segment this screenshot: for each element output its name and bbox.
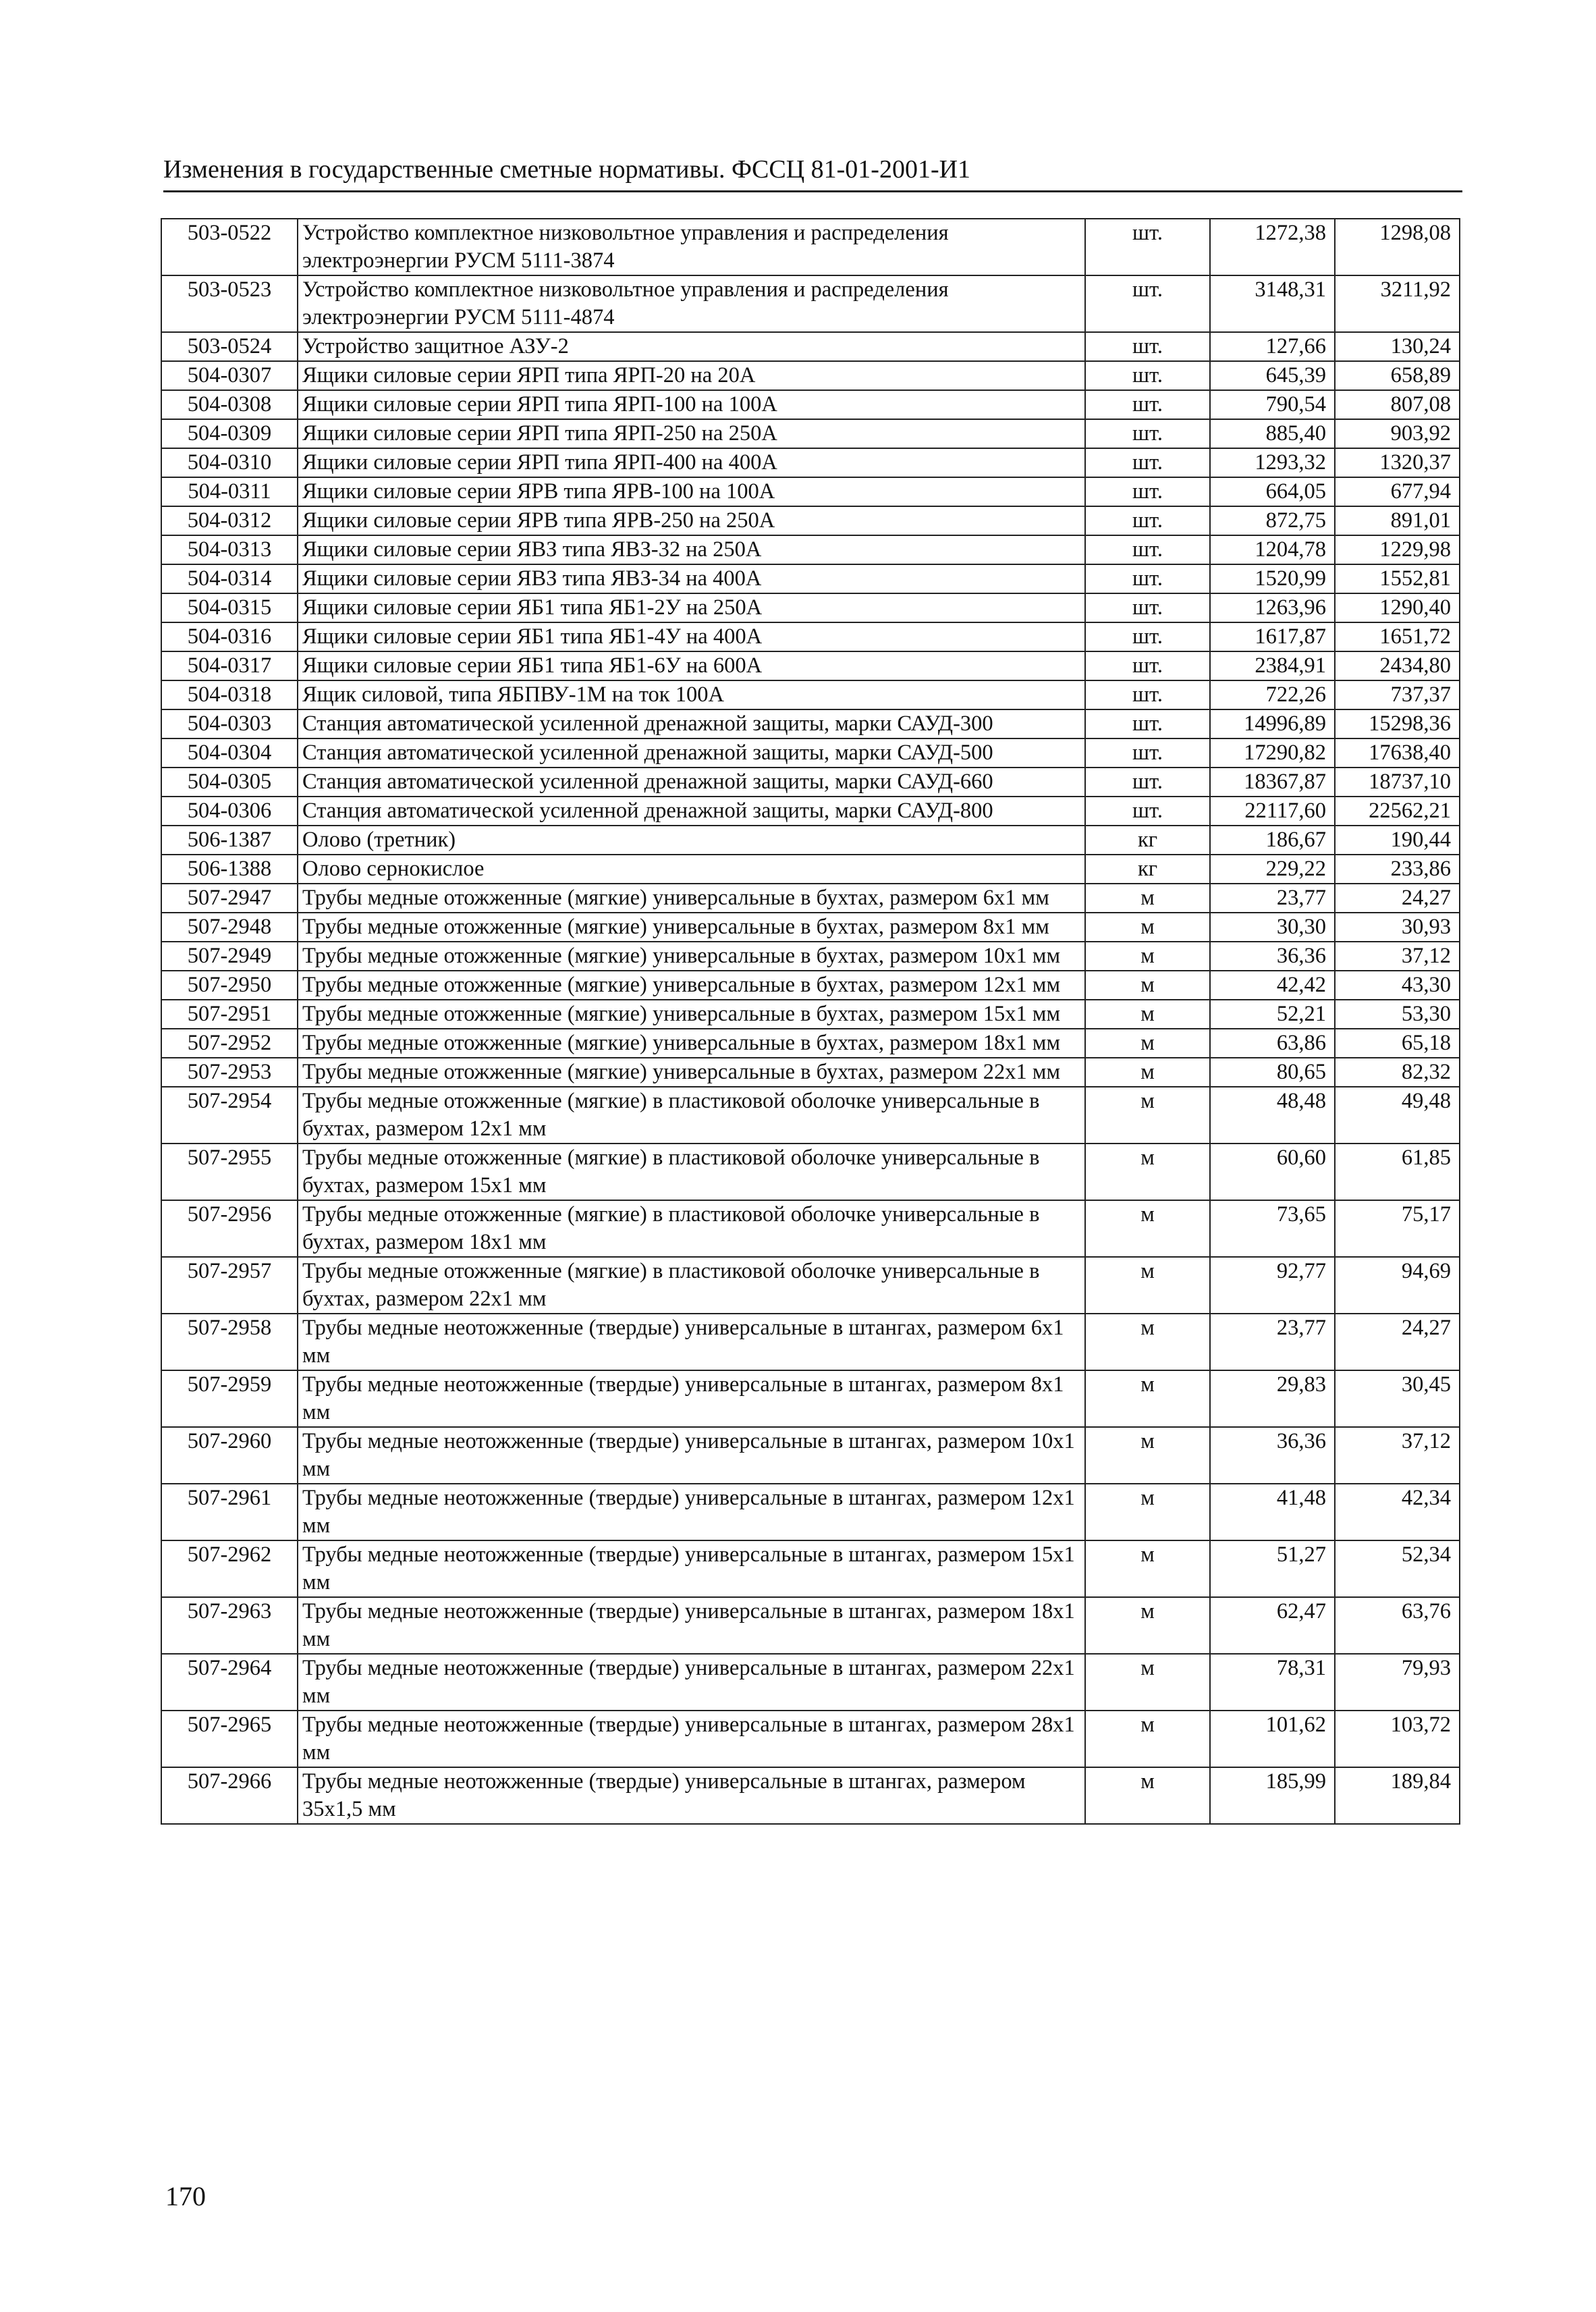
table-row [161,1058,1460,1087]
item-price-2: 43,30 [1335,971,1460,1000]
item-price-2: 103,72 [1335,1711,1460,1767]
table-row [161,1427,1460,1484]
item-code: 507-2959 [161,1370,298,1427]
item-description: Трубы медные неотожженные (твердые) универсальные в штангах, размером 22x1 мм [298,1654,1085,1711]
item-price-1: 29,83 [1210,1370,1335,1427]
item-unit: м [1085,1370,1210,1427]
item-code: 504-0315 [161,593,298,622]
table-row [161,1540,1460,1597]
item-code: 503-0524 [161,332,298,361]
item-unit: м [1085,1597,1210,1654]
item-unit: шт. [1085,419,1210,448]
item-description: Трубы медные отожженные (мягкие) универсальные в бухтах, размером 10x1 мм [298,942,1085,971]
item-unit: м [1085,1314,1210,1370]
item-price-2: 233,86 [1335,855,1460,884]
item-code: 507-2947 [161,884,298,913]
item-code: 504-0305 [161,768,298,797]
item-price-1: 62,47 [1210,1597,1335,1654]
price-table-body [161,219,1460,1824]
item-description: Станция автоматической усиленной дренажной защиты, марки САУД-660 [298,768,1085,797]
item-unit: шт. [1085,275,1210,332]
table-row [161,1370,1460,1427]
item-description: Олово (третник) [298,826,1085,855]
item-price-1: 872,75 [1210,506,1335,535]
item-code: 504-0316 [161,622,298,651]
item-price-2: 189,84 [1335,1767,1460,1824]
table-row [161,1029,1460,1058]
item-price-2: 3211,92 [1335,275,1460,332]
item-unit: м [1085,1654,1210,1711]
item-code: 507-2963 [161,1597,298,1654]
item-unit: м [1085,1000,1210,1029]
table-row [161,275,1460,332]
item-price-2: 807,08 [1335,390,1460,419]
item-price-2: 737,37 [1335,680,1460,709]
item-price-1: 1272,38 [1210,219,1335,275]
item-unit: шт. [1085,622,1210,651]
table-row [161,709,1460,738]
item-code: 503-0522 [161,219,298,275]
table-row [161,768,1460,797]
item-unit: шт. [1085,477,1210,506]
item-price-2: 677,94 [1335,477,1460,506]
table-row [161,1597,1460,1654]
item-unit: шт. [1085,506,1210,535]
item-price-1: 51,27 [1210,1540,1335,1597]
item-code: 504-0307 [161,361,298,390]
item-price-1: 73,65 [1210,1200,1335,1257]
item-price-2: 42,34 [1335,1484,1460,1540]
item-unit: шт. [1085,448,1210,477]
item-price-2: 30,93 [1335,913,1460,942]
item-code: 507-2953 [161,1058,298,1087]
table-row [161,390,1460,419]
item-description: Устройство защитное АЗУ-2 [298,332,1085,361]
table-row [161,477,1460,506]
item-code: 504-0310 [161,448,298,477]
item-price-1: 36,36 [1210,1427,1335,1484]
item-description: Ящики силовые серии ЯРВ типа ЯРВ-100 на 100А [298,477,1085,506]
item-unit: шт. [1085,593,1210,622]
table-row [161,1087,1460,1144]
table-row [161,826,1460,855]
item-unit: м [1085,1711,1210,1767]
item-code: 507-2966 [161,1767,298,1824]
item-description: Станция автоматической усиленной дренажной защиты, марки САУД-800 [298,797,1085,826]
item-price-1: 101,62 [1210,1711,1335,1767]
item-price-1: 17290,82 [1210,738,1335,768]
item-price-1: 42,42 [1210,971,1335,1000]
item-price-2: 24,27 [1335,1314,1460,1370]
item-price-2: 61,85 [1335,1144,1460,1200]
item-description: Трубы медные неотожженные (твердые) универсальные в штангах, размером 28x1 мм [298,1711,1085,1767]
item-unit: м [1085,971,1210,1000]
item-price-1: 63,86 [1210,1029,1335,1058]
item-description: Трубы медные неотожженные (твердые) универсальные в штангах, размером 18x1 мм [298,1597,1085,1654]
item-unit: шт. [1085,219,1210,275]
item-description: Ящики силовые серии ЯРП типа ЯРП-100 на 100А [298,390,1085,419]
item-code: 507-2965 [161,1711,298,1767]
item-unit: шт. [1085,390,1210,419]
item-price-2: 49,48 [1335,1087,1460,1144]
item-unit: шт. [1085,564,1210,593]
table-row [161,651,1460,680]
item-price-1: 30,30 [1210,913,1335,942]
item-code: 504-0312 [161,506,298,535]
item-price-2: 82,32 [1335,1058,1460,1087]
item-price-2: 1229,98 [1335,535,1460,564]
item-description: Ящики силовые серии ЯБ1 типа ЯБ1-4У на 400А [298,622,1085,651]
item-description: Трубы медные неотожженные (твердые) универсальные в штангах, размером 15x1 мм [298,1540,1085,1597]
item-unit: шт. [1085,680,1210,709]
item-code: 504-0311 [161,477,298,506]
item-description: Олово сернокислое [298,855,1085,884]
item-description: Трубы медные отожженные (мягкие) универсальные в бухтах, размером 15x1 мм [298,1000,1085,1029]
item-unit: м [1085,1257,1210,1314]
item-price-1: 722,26 [1210,680,1335,709]
item-description: Трубы медные неотожженные (твердые) универсальные в штангах, размером 35x1,5 мм [298,1767,1085,1824]
item-code: 504-0314 [161,564,298,593]
item-price-1: 1204,78 [1210,535,1335,564]
item-price-1: 1293,32 [1210,448,1335,477]
item-code: 504-0317 [161,651,298,680]
table-row [161,1314,1460,1370]
item-unit: м [1085,1144,1210,1200]
item-price-1: 23,77 [1210,884,1335,913]
item-code: 504-0318 [161,680,298,709]
item-unit: м [1085,913,1210,942]
item-description: Ящики силовые серии ЯВЗ типа ЯВЗ-32 на 250А [298,535,1085,564]
table-row [161,1257,1460,1314]
table-row [161,361,1460,390]
table-row [161,448,1460,477]
item-price-2: 37,12 [1335,942,1460,971]
item-description: Ящики силовые серии ЯВЗ типа ЯВЗ-34 на 400А [298,564,1085,593]
table-row [161,332,1460,361]
item-price-1: 41,48 [1210,1484,1335,1540]
table-row [161,1144,1460,1200]
table-row [161,1711,1460,1767]
table-row [161,564,1460,593]
item-description: Ящики силовые серии ЯРП типа ЯРП-20 на 20А [298,361,1085,390]
table-row [161,1484,1460,1540]
table-row [161,1654,1460,1711]
item-price-1: 92,77 [1210,1257,1335,1314]
item-description: Трубы медные отожженные (мягкие) в пластиковой оболочке универсальные в бухтах, размером 22x1 мм [298,1257,1085,1314]
item-unit: м [1085,1029,1210,1058]
table-row [161,1200,1460,1257]
item-unit: м [1085,1200,1210,1257]
item-code: 507-2950 [161,971,298,1000]
item-unit: м [1085,1087,1210,1144]
item-description: Станция автоматической усиленной дренажной защиты, марки САУД-300 [298,709,1085,738]
item-unit: шт. [1085,738,1210,768]
item-unit: м [1085,1484,1210,1540]
item-price-2: 658,89 [1335,361,1460,390]
item-price-2: 15298,36 [1335,709,1460,738]
item-code: 507-2952 [161,1029,298,1058]
item-code: 507-2961 [161,1484,298,1540]
item-price-2: 2434,80 [1335,651,1460,680]
table-row [161,506,1460,535]
item-price-1: 1617,87 [1210,622,1335,651]
item-unit: шт. [1085,361,1210,390]
item-description: Ящики силовые серии ЯРП типа ЯРП-400 на 400А [298,448,1085,477]
item-unit: шт. [1085,535,1210,564]
item-price-2: 24,27 [1335,884,1460,913]
item-price-1: 185,99 [1210,1767,1335,1824]
item-price-1: 36,36 [1210,942,1335,971]
item-price-1: 229,22 [1210,855,1335,884]
item-unit: м [1085,884,1210,913]
item-price-2: 65,18 [1335,1029,1460,1058]
item-price-2: 891,01 [1335,506,1460,535]
table-row [161,855,1460,884]
item-unit: м [1085,1540,1210,1597]
item-description: Ящик силовой, типа ЯБПВУ-1М на ток 100А [298,680,1085,709]
item-code: 507-2948 [161,913,298,942]
item-price-1: 80,65 [1210,1058,1335,1087]
item-price-1: 2384,91 [1210,651,1335,680]
item-price-2: 79,93 [1335,1654,1460,1711]
item-code: 506-1388 [161,855,298,884]
item-code: 507-2956 [161,1200,298,1257]
table-row [161,797,1460,826]
item-price-2: 75,17 [1335,1200,1460,1257]
table-row [161,535,1460,564]
table-row [161,1767,1460,1824]
table-row [161,419,1460,448]
item-price-2: 1320,37 [1335,448,1460,477]
item-price-1: 885,40 [1210,419,1335,448]
table-row [161,884,1460,913]
item-unit: шт. [1085,768,1210,797]
item-price-1: 22117,60 [1210,797,1335,826]
item-price-2: 1298,08 [1335,219,1460,275]
page-header: Изменения в государственные сметные нормативы. ФССЦ 81-01-2001-И1 [163,154,1462,192]
item-code: 507-2958 [161,1314,298,1370]
item-code: 507-2954 [161,1087,298,1144]
item-price-2: 18737,10 [1335,768,1460,797]
item-code: 507-2960 [161,1427,298,1484]
page-number: 170 [165,2181,206,2211]
item-price-1: 127,66 [1210,332,1335,361]
table-row [161,913,1460,942]
table-row [161,219,1460,275]
item-price-2: 1290,40 [1335,593,1460,622]
item-description: Станция автоматической усиленной дренажной защиты, марки САУД-500 [298,738,1085,768]
item-code: 507-2955 [161,1144,298,1200]
item-unit: шт. [1085,332,1210,361]
price-table [161,218,1460,1825]
item-description: Трубы медные отожженные (мягкие) в пластиковой оболочке универсальные в бухтах, размером 18x1 мм [298,1200,1085,1257]
item-unit: м [1085,1058,1210,1087]
item-price-2: 63,76 [1335,1597,1460,1654]
table-row [161,942,1460,971]
item-description: Трубы медные неотожженные (твердые) универсальные в штангах, размером 6x1 мм [298,1314,1085,1370]
item-description: Ящики силовые серии ЯРВ типа ЯРВ-250 на 250А [298,506,1085,535]
item-code: 507-2964 [161,1654,298,1711]
item-price-2: 130,24 [1335,332,1460,361]
item-description: Трубы медные неотожженные (твердые) универсальные в штангах, размером 8x1 мм [298,1370,1085,1427]
item-price-1: 790,54 [1210,390,1335,419]
item-price-2: 190,44 [1335,826,1460,855]
item-unit: м [1085,1767,1210,1824]
item-code: 504-0303 [161,709,298,738]
item-unit: шт. [1085,651,1210,680]
table-row [161,738,1460,768]
table-row [161,680,1460,709]
item-code: 503-0523 [161,275,298,332]
table-row [161,1000,1460,1029]
table-row [161,971,1460,1000]
item-description: Трубы медные отожженные (мягкие) универсальные в бухтах, размером 6x1 мм [298,884,1085,913]
item-price-2: 53,30 [1335,1000,1460,1029]
item-price-1: 23,77 [1210,1314,1335,1370]
item-price-1: 3148,31 [1210,275,1335,332]
item-code: 506-1387 [161,826,298,855]
item-price-1: 18367,87 [1210,768,1335,797]
item-description: Трубы медные неотожженные (твердые) универсальные в штангах, размером 10x1 мм [298,1427,1085,1484]
item-description: Трубы медные неотожженные (твердые) универсальные в штангах, размером 12x1 мм [298,1484,1085,1540]
item-description: Трубы медные отожженные (мягкие) универсальные в бухтах, размером 12x1 мм [298,971,1085,1000]
item-price-1: 645,39 [1210,361,1335,390]
item-code: 504-0304 [161,738,298,768]
item-unit: кг [1085,826,1210,855]
item-unit: м [1085,1427,1210,1484]
item-price-2: 94,69 [1335,1257,1460,1314]
item-description: Ящики силовые серии ЯРП типа ЯРП-250 на 250А [298,419,1085,448]
item-description: Устройство комплектное низковольтное управления и распределения электроэнергии РУСМ 5111-4874 [298,275,1085,332]
item-price-2: 22562,21 [1335,797,1460,826]
item-price-1: 186,67 [1210,826,1335,855]
item-price-2: 17638,40 [1335,738,1460,768]
item-description: Трубы медные отожженные (мягкие) универсальные в бухтах, размером 18x1 мм [298,1029,1085,1058]
item-price-2: 1651,72 [1335,622,1460,651]
table-row [161,593,1460,622]
item-description: Трубы медные отожженные (мягкие) в пластиковой оболочке универсальные в бухтах, размером 15x1 мм [298,1144,1085,1200]
item-price-2: 37,12 [1335,1427,1460,1484]
item-code: 504-0308 [161,390,298,419]
item-price-2: 1552,81 [1335,564,1460,593]
item-price-2: 52,34 [1335,1540,1460,1597]
item-code: 507-2957 [161,1257,298,1314]
item-price-1: 60,60 [1210,1144,1335,1200]
item-unit: кг [1085,855,1210,884]
item-code: 504-0309 [161,419,298,448]
item-code: 507-2949 [161,942,298,971]
item-unit: шт. [1085,797,1210,826]
item-price-1: 52,21 [1210,1000,1335,1029]
item-price-1: 1520,99 [1210,564,1335,593]
item-unit: шт. [1085,709,1210,738]
table-row [161,622,1460,651]
item-code: 504-0313 [161,535,298,564]
item-unit: м [1085,942,1210,971]
item-code: 507-2962 [161,1540,298,1597]
item-price-1: 14996,89 [1210,709,1335,738]
item-price-2: 903,92 [1335,419,1460,448]
item-price-2: 30,45 [1335,1370,1460,1427]
item-description: Трубы медные отожженные (мягкие) универсальные в бухтах, размером 8x1 мм [298,913,1085,942]
item-description: Трубы медные отожженные (мягкие) в пластиковой оболочке универсальные в бухтах, размером 12x1 мм [298,1087,1085,1144]
item-price-1: 664,05 [1210,477,1335,506]
item-description: Трубы медные отожженные (мягкие) универсальные в бухтах, размером 22x1 мм [298,1058,1085,1087]
item-code: 504-0306 [161,797,298,826]
item-price-1: 1263,96 [1210,593,1335,622]
item-description: Устройство комплектное низковольтное управления и распределения электроэнергии РУСМ 5111-3874 [298,219,1085,275]
item-price-1: 78,31 [1210,1654,1335,1711]
item-price-1: 48,48 [1210,1087,1335,1144]
item-code: 507-2951 [161,1000,298,1029]
item-description: Ящики силовые серии ЯБ1 типа ЯБ1-6У на 600А [298,651,1085,680]
item-description: Ящики силовые серии ЯБ1 типа ЯБ1-2У на 250А [298,593,1085,622]
